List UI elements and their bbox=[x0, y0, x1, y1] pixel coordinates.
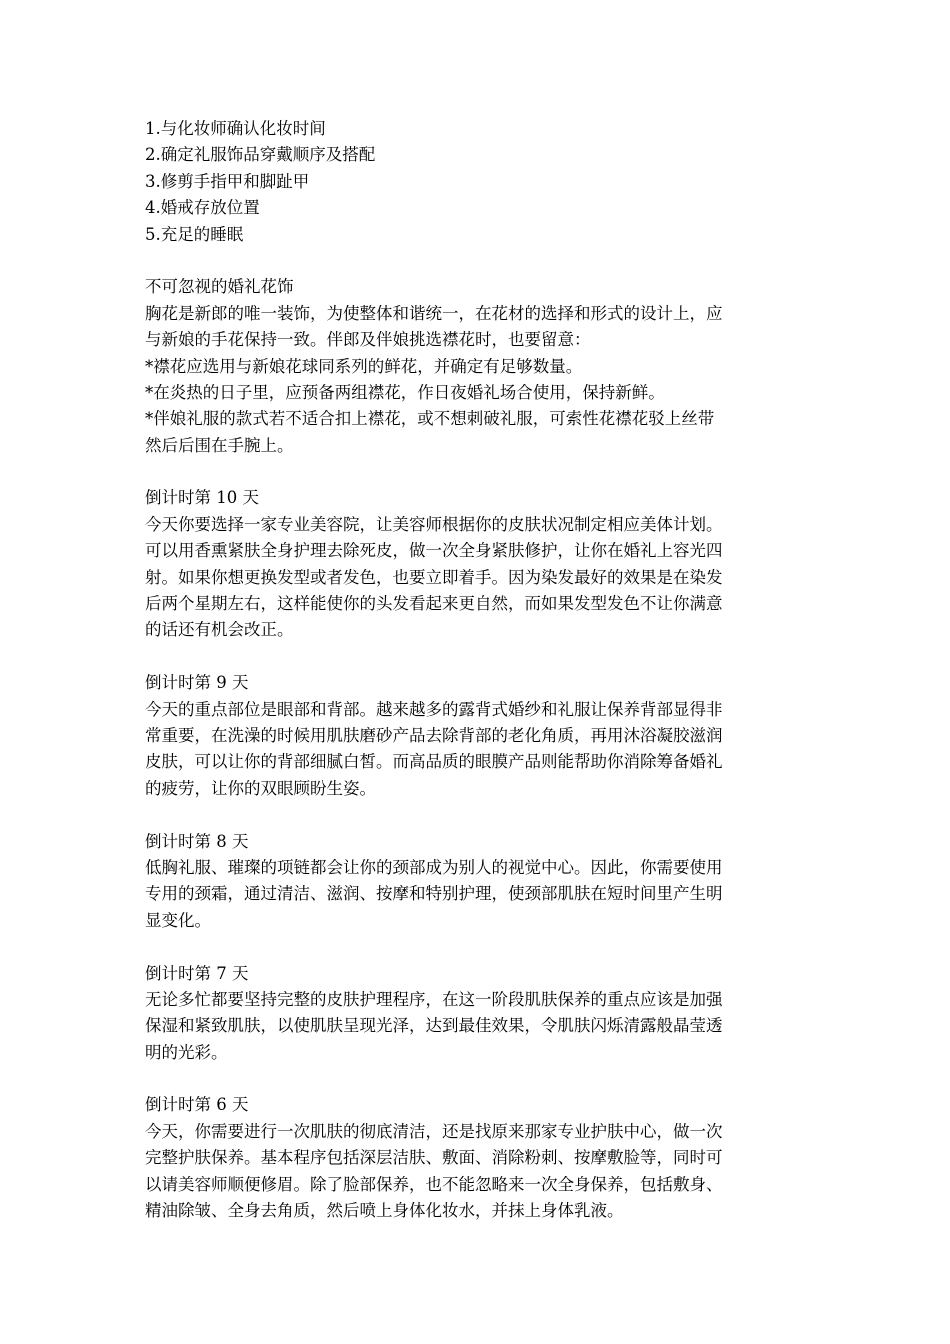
spacer bbox=[145, 802, 815, 828]
section-flowers bbox=[145, 274, 815, 459]
paragraph-line: 显变化。 bbox=[145, 910, 211, 930]
paragraph-line: 皮肤，可以让你的背部细腻白皙。而高品质的眼膜产品则能帮助你消除筹备婚礼 bbox=[145, 752, 723, 772]
paragraph-line: 与新娘的手花保持一致。伴郎及伴娘挑选襟花时，也要留意： bbox=[145, 330, 591, 350]
paragraph-line: 后两个星期左右，这样能使你的头发看起来更自然，而如果发型发色不让你满意 bbox=[145, 594, 723, 614]
section-heading: 倒计时第 9 天 bbox=[145, 673, 249, 693]
section-heading: 倒计时第 10 天 bbox=[145, 488, 259, 508]
section-day-9 bbox=[145, 670, 815, 802]
paragraph-line: 完整护肤保养。基本程序包括深层洁肤、敷面、消除粉刺、按摩敷脸等，同时可 bbox=[145, 1148, 723, 1168]
paragraph-line: 今天，你需要进行一次肌肤的彻底清洁，还是找原来那家专业护肤中心，做一次 bbox=[145, 1121, 723, 1141]
section-day-6 bbox=[145, 1092, 815, 1224]
paragraph-line: 明的光彩。 bbox=[145, 1042, 228, 1062]
paragraph-line: 然后后围在手腕上。 bbox=[145, 435, 294, 455]
spacer bbox=[145, 644, 815, 670]
checklist-item: 2.确定礼服饰品穿戴顺序及搭配 bbox=[145, 145, 376, 165]
paragraph-line: 低胸礼服、璀璨的项链都会让你的颈部成为别人的视觉中心。因此，你需要使用 bbox=[145, 857, 723, 877]
paragraph-line: 的话还有机会改正。 bbox=[145, 620, 294, 640]
section-heading: 不可忽视的婚礼花饰 bbox=[145, 277, 294, 297]
document-page bbox=[145, 116, 815, 1224]
paragraph-line: 无论多忙都要坚持完整的皮肤护理程序，在这一阶段肌肤保养的重点应该是加强 bbox=[145, 989, 723, 1009]
paragraph-line: 以请美容师顺便修眉。除了脸部保养，也不能忽略来一次全身保养，包括敷身、 bbox=[145, 1174, 723, 1194]
section-heading: 倒计时第 6 天 bbox=[145, 1095, 249, 1115]
paragraph-line: 精油除皱、全身去角质，然后喷上身体化妆水，并抹上身体乳液。 bbox=[145, 1201, 624, 1221]
paragraph-line: 常重要，在洗澡的时候用肌肤磨砂产品去除背部的老化角质，再用沐浴凝胶滋润 bbox=[145, 725, 723, 745]
checklist-item: 1.与化妆师确认化妆时间 bbox=[145, 119, 326, 138]
section-day-8 bbox=[145, 829, 815, 935]
paragraph-line: 保湿和紧致肌肤，以使肌肤呈现光泽，达到最佳效果，令肌肤闪烁清露般晶莹透 bbox=[145, 1016, 723, 1036]
spacer bbox=[145, 248, 815, 274]
bullet-line: *襟花应选用与新娘花球同系列的鲜花，并确定有足够数量。 bbox=[145, 356, 583, 376]
spacer bbox=[145, 459, 815, 485]
section-heading: 倒计时第 7 天 bbox=[145, 963, 249, 983]
section-heading: 倒计时第 8 天 bbox=[145, 831, 249, 851]
paragraph-line: 射。如果你想更换发型或者发色，也要立即着手。因为染发最好的效果是在染发 bbox=[145, 567, 723, 587]
paragraph-line: 胸花是新郎的唯一装饰，为使整体和谐统一，在花材的选择和形式的设计上，应 bbox=[145, 303, 723, 323]
checklist-item: 3.修剪手指甲和脚趾甲 bbox=[145, 171, 310, 191]
checklist-item: 5.充足的睡眠 bbox=[145, 224, 244, 244]
checklist-item: 4.婚戒存放位置 bbox=[145, 198, 260, 218]
spacer bbox=[145, 934, 815, 960]
paragraph-line: 专用的颈霜，通过清洁、滋润、按摩和特别护理，使颈部肌肤在短时间里产生明 bbox=[145, 884, 723, 904]
section-day-7 bbox=[145, 961, 815, 1067]
paragraph-line: 今天你要选择一家专业美容院，让美容师根据你的皮肤状况制定相应美体计划。 bbox=[145, 514, 723, 534]
spacer bbox=[145, 1066, 815, 1092]
bullet-line: *伴娘礼服的款式若不适合扣上襟花，或不想刺破礼服，可索性花襟花驳上丝带 bbox=[145, 409, 715, 429]
paragraph-line: 的疲劳，让你的双眼顾盼生姿。 bbox=[145, 778, 376, 798]
bullet-line: *在炎热的日子里，应预备两组襟花，作日夜婚礼场合使用，保持新鲜。 bbox=[145, 382, 665, 402]
prep-checklist bbox=[145, 116, 815, 248]
paragraph-line: 今天的重点部位是眼部和背部。越来越多的露背式婚纱和礼服让保养背部显得非 bbox=[145, 699, 723, 719]
section-day-10 bbox=[145, 485, 815, 643]
paragraph-line: 可以用香熏紧肤全身护理去除死皮，做一次全身紧肤修护，让你在婚礼上容光四 bbox=[145, 541, 723, 561]
